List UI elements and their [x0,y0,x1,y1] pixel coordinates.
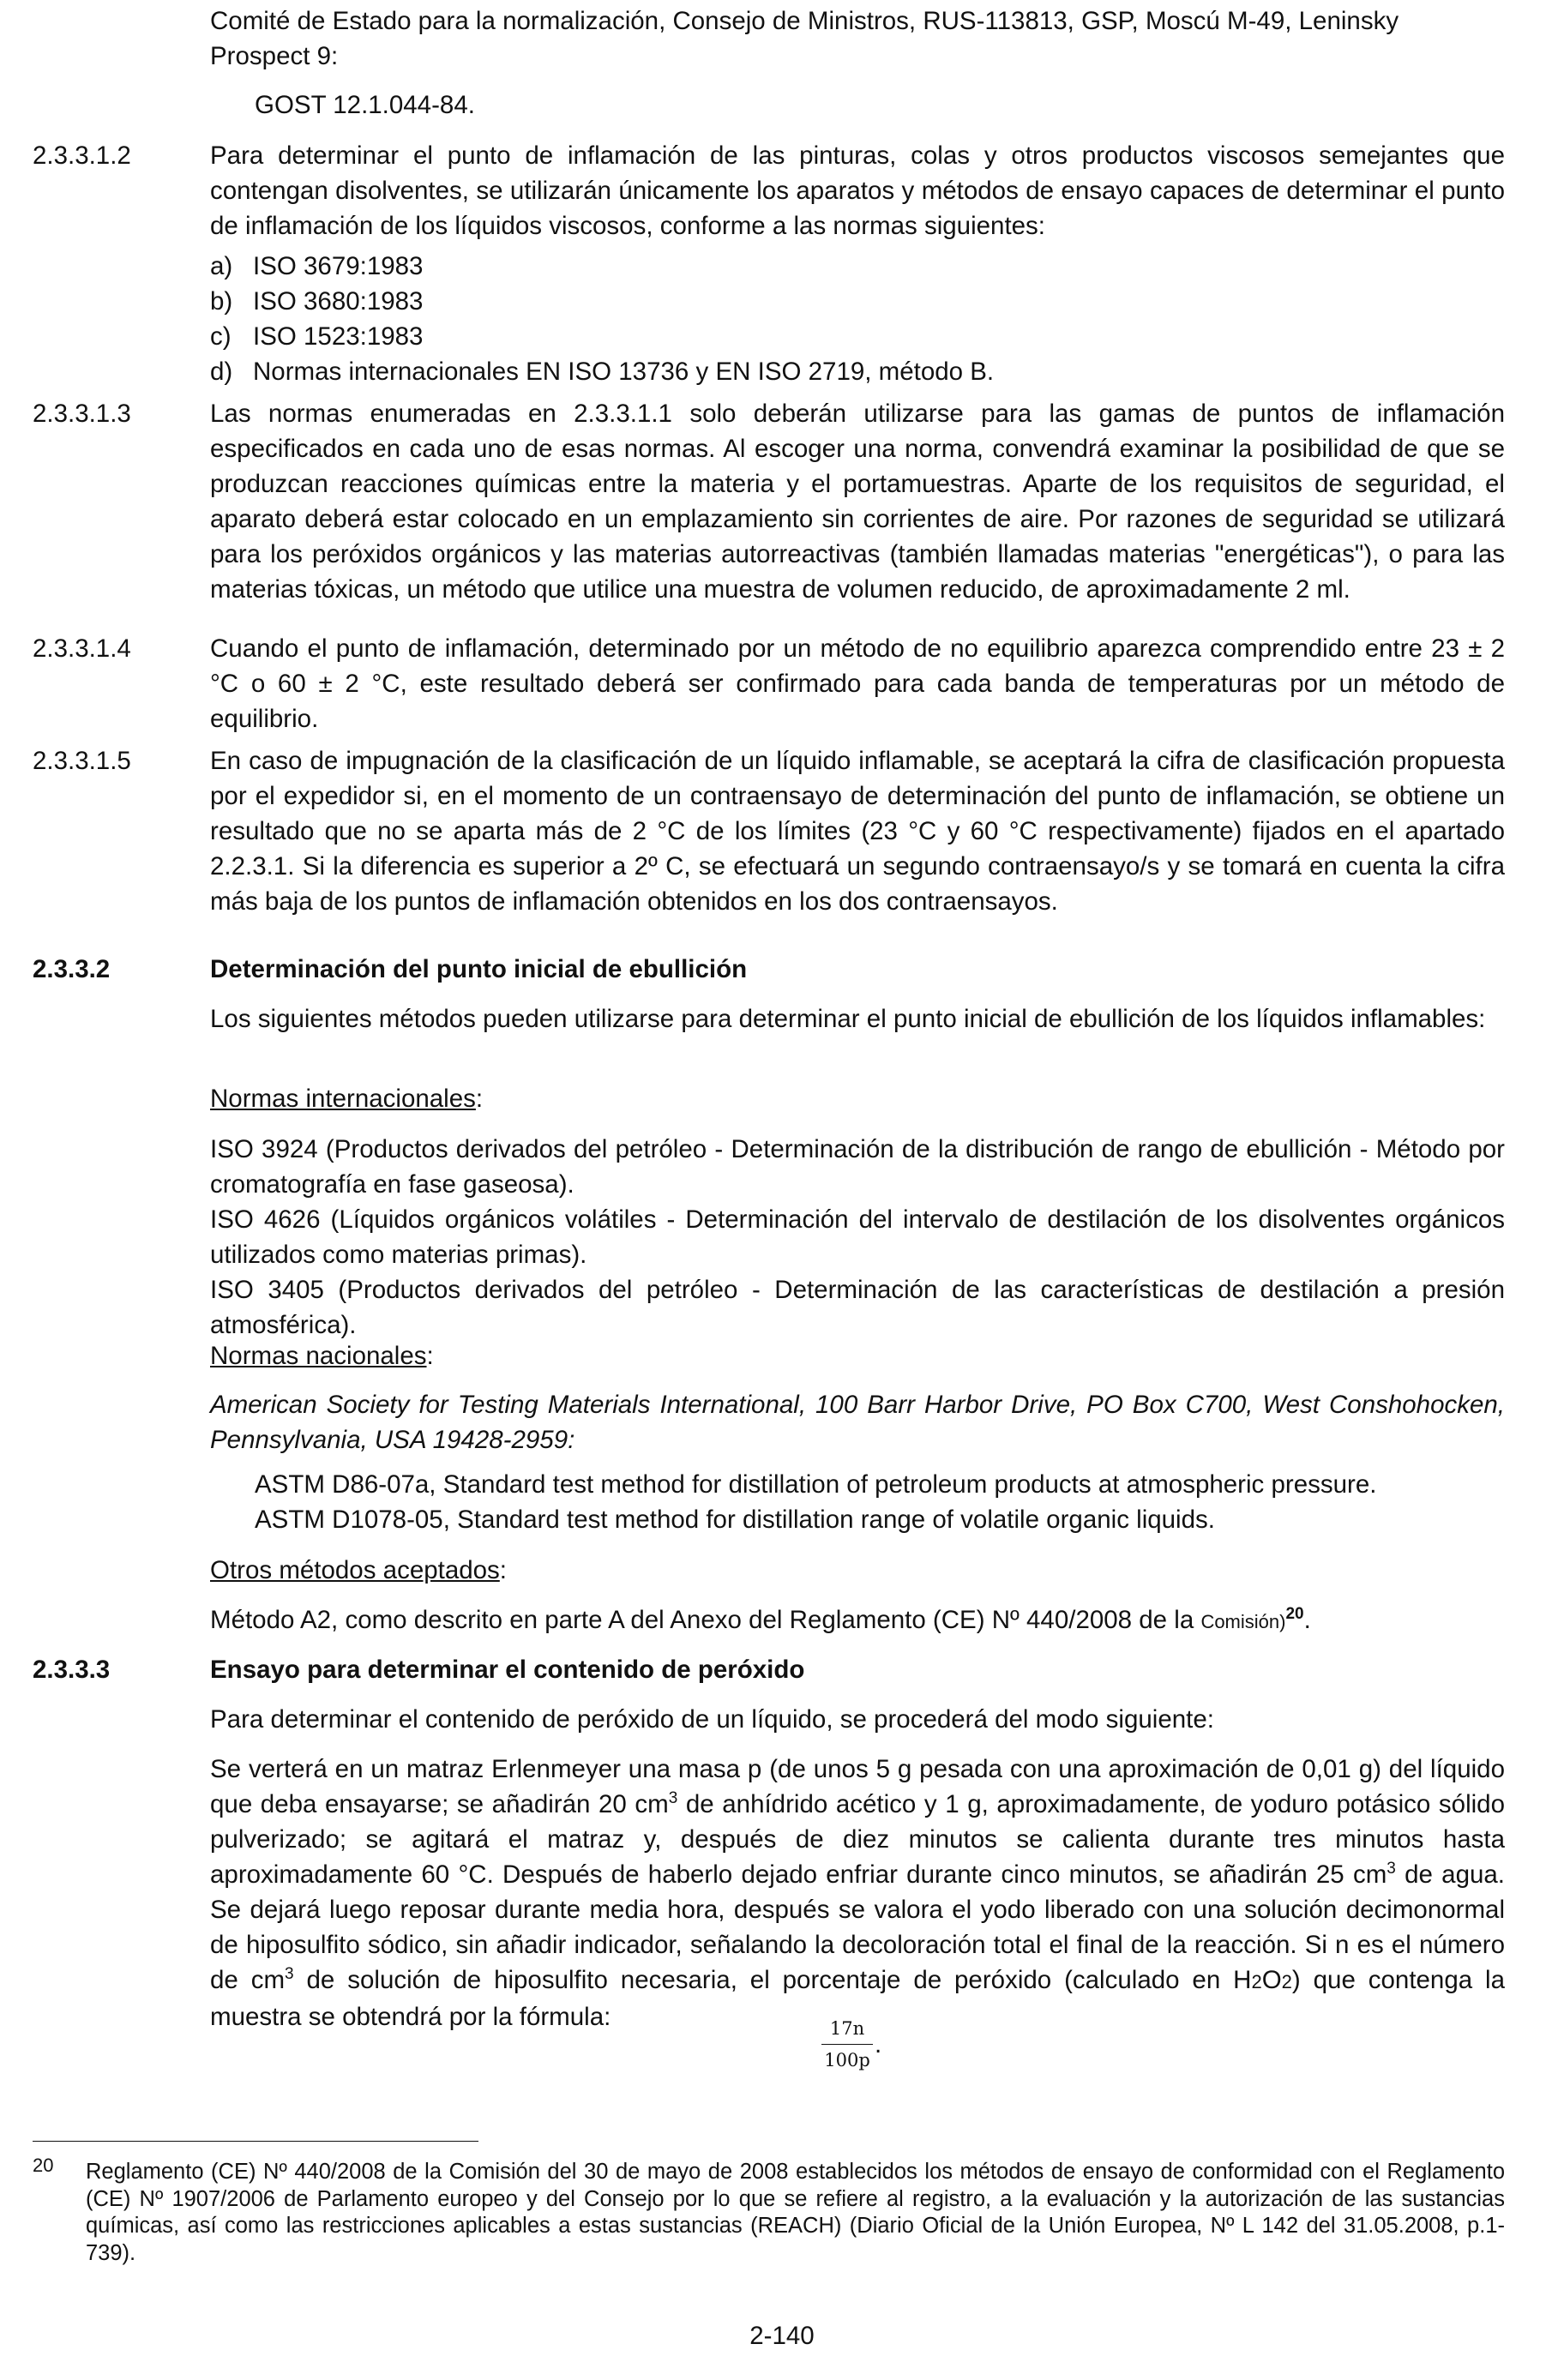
list-text: ISO 3679:1983 [253,252,424,280]
list-item [210,249,1505,284]
section-number: 2.3.3.2 [33,955,111,983]
footnote-ref: 20 [1285,1605,1304,1624]
intro-address: Comité de Estado para la normalización, Consejo de Ministros, RUS-113813, GSP, Moscú M-49, Leninsky Prospect 9: [210,7,1399,70]
list-text: ISO 3680:1983 [253,287,424,316]
section-number: 2.3.3.3 [33,1656,111,1684]
section-paragraph: Los siguientes métodos pueden utilizarse para determinar el punto inicial de ebullición de los líquidos inflamables: [210,1005,1486,1033]
section-number: 2.3.3.1.4 [33,634,131,663]
international-standards [210,1132,1505,1343]
standard-entry: ISO 3405 (Productos derivados del petróleo - Determinación de las características de destilación a presión atmosférica). [210,1276,1505,1339]
footnote-divider [33,2141,478,2142]
list-item [210,319,1505,354]
fraction-denominator: 100p [824,2050,870,2070]
subheading-international: Normas internacionales: [210,1085,484,1113]
gost-reference: GOST 12.1.044-84. [255,91,475,119]
peroxide-procedure: Se verterá en un matraz Erlenmeyer una masa p (de unos 5 g pesada con una aproximación de 0,01 g) del líquido que deba ensayarse; se añadirán 20 $cm^3$ de anhídrido acético y 1 g, aproximadamente, de yoduro potásico sólido pulverizado; se agitará el matraz y, después de diez minutos se calienta durante tres minutos hasta aproximadamente 60 °C. Después de haberlo dejado enfriar durante cinco minutos, se añadirán 25 $cm^3$ de agua. Se dejará luego reposar durante media hora, después se valora el yodo liberado con una solución decimonormal de hiposulfito sódico, sin añadir indicador, señalando la decoloración total el final de la reacción. Si n es el número de $cm^3$ de solución de hiposulfito necesaria, el porcentaje de peróxido (calculado en H2O2) que contenga la muestra se obtendrá por la fórmula: [210,1755,1505,2031]
standard-entry: ISO 4626 (Líquidos orgánicos volátiles - Determinación del intervalo de destilación de los disolventes orgánicos utilizados como materias primas). [210,1205,1505,1269]
formula-period: . [875,2030,882,2058]
list-label: d) [210,358,233,386]
footnote-text: Reglamento (CE) Nº 440/2008 de la Comisión del 30 de mayo de 2008 establecidos los métodos de ensayo de conformidad con el Reglamento (CE) Nº 1907/2006 de Parlamento europeo y del Consejo por lo que se refiere al registro, a la evaluación y la autorización de las sustancias químicas, así como las restricciones aplicables a estas sustancias (REACH) (Diario Oficial de la Unión Europea, Nº L 142 del 31.05.2008, p.1-739). [86,2160,1505,2265]
section-paragraph: Cuando el punto de inflamación, determinado por un método de no equilibrio aparezca comprendido entre 23 ± 2 °C o 60 ± 2 °C, este resultado deberá ser confirmado para cada banda de temperaturas por un método de equilibrio. [210,634,1505,733]
subheading-other: Otros métodos aceptados: [210,1556,507,1584]
section-number: 2.3.3.1.2 [33,141,131,170]
list-label: a) [210,252,233,280]
section-number: 2.3.3.1.3 [33,400,131,428]
standard-entry: ISO 3924 (Productos derivados del petróleo - Determinación de la distribución de rango de ebullición - Método por cromatografía en fase gaseosa). [210,1135,1505,1199]
section-paragraph: Para determinar el punto de inflamación de las pinturas, colas y otros productos viscosos semejantes que contengan disolventes, se utilizarán únicamente los aparatos y métodos de ensayo capaces de determinar el punto de inflamación de los líquidos viscosos, conforme a las normas siguientes: [210,141,1505,240]
peroxide-formula [821,2016,873,2073]
list-item [210,284,1505,319]
chemical-formula: H2O2 [1233,1966,1292,1994]
section-number: 2.3.3.1.5 [33,747,131,775]
section-paragraph: En caso de impugnación de la clasificación de un líquido inflamable, se aceptará la cifra de clasificación propuesta por el expedidor si, en el momento de un contraensayo de determinación del punto de inflamación, se obtiene un resultado que no se aparta más de 2 °C de los límites (23 °C y 60 °C respectivamente) fijados en el apartado 2.2.3.1. Si la diferencia es superior a 2º C, se efectuará un segundo contraensayo/s y se tomará en cuenta la cifra más baja de los puntos de inflamación obtenidos en los dos contraensayos. [210,747,1505,916]
standard-entry: ASTM D86-07a, Standard test method for distillation of petroleum products at atmospheric pressure. [255,1470,1377,1499]
standard-entry: ASTM D1078-05, Standard test method for distillation range of volatile organic liquids. [255,1506,1215,1534]
astm-standards [255,1467,1505,1537]
fraction-numerator: 17n [829,2018,865,2039]
section-paragraph: Las normas enumeradas en 2.3.3.1.1 solo deberán utilizarse para las gamas de puntos de inflamación especificados en cada uno de esas normas. Al escoger una norma, convendrá examinar la posibilidad de que se produzcan reacciones químicas entre la materia y el portamuestras. Aparte de los requisitos de seguridad, el aparato deberá estar colocado en un emplazamiento sin corrientes de aire. Por razones de seguridad se utilizará para los peróxidos orgánicos y las materias autorreactivas (también llamadas materias "energéticas"), o para las materias tóxicas, un método que utilice una muestra de volumen reducido, de aproximadamente 2 ml. [210,400,1505,604]
page-number: 2-140 [749,2322,815,2350]
section-heading: Determinación del punto inicial de ebullición [210,955,748,983]
section-heading: Ensayo para determinar el contenido de peróxido [210,1656,805,1684]
section-paragraph: Para determinar el contenido de peróxido de un líquido, se procederá del modo siguiente: [210,1705,1214,1734]
fraction-bar [821,2044,873,2045]
list-label: b) [210,287,233,316]
list-item [210,354,1505,389]
list-label: c) [210,322,232,351]
footnote-number: 20 [33,2155,54,2176]
other-method: Método A2, como descrito en parte A del Anexo del Reglamento (CE) Nº 440/2008 de la Comisión)$^{20}$. [210,1605,1311,1634]
list-text: Normas internacionales EN ISO 13736 y EN ISO 2719, método B. [253,358,995,386]
list-text: ISO 1523:1983 [253,322,424,351]
standards-list [210,249,1505,389]
astm-organization: American Society for Testing Materials International, 100 Barr Harbor Drive, PO Box C700, West Conshohocken, Pennsylvania, USA 19428-2959: [210,1391,1505,1454]
subheading-national: Normas nacionales: [210,1342,434,1370]
